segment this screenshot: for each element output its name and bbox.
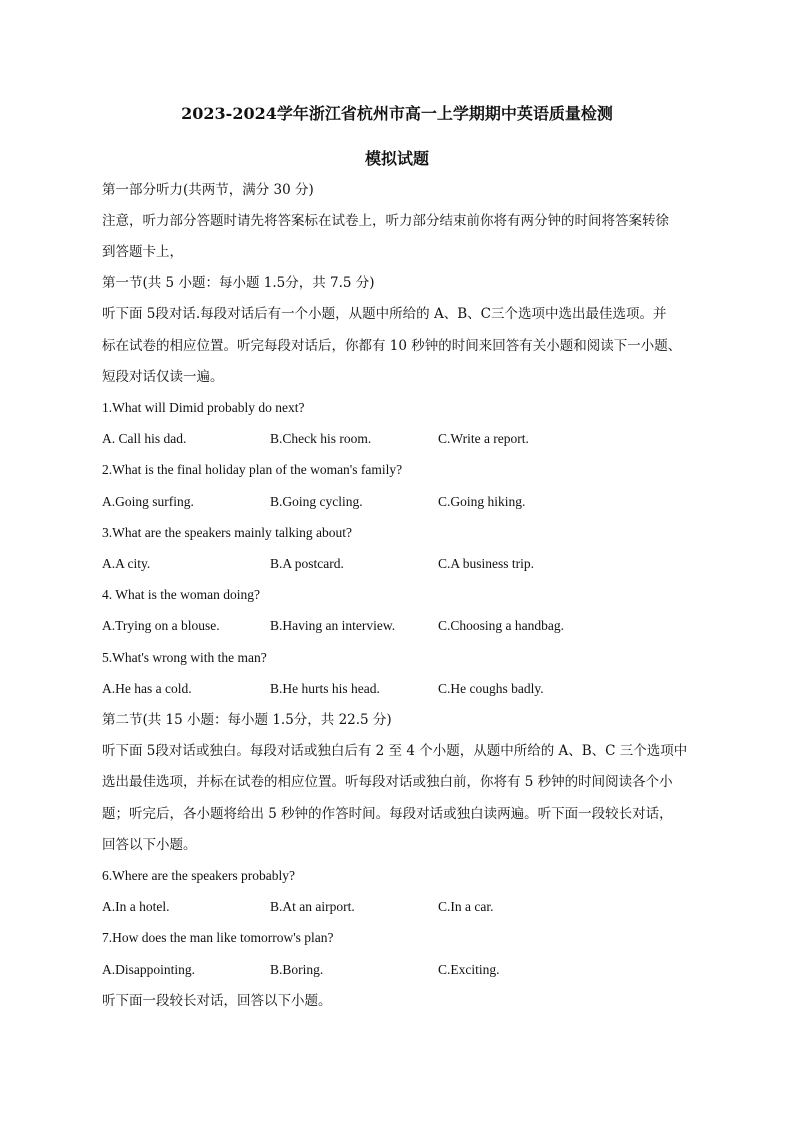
exam-subtitle: 模拟试题 bbox=[364, 149, 429, 168]
question-5-option-a: A.He has a cold. bbox=[102, 681, 192, 696]
question-4-option-a: A.Trying on a blouse. bbox=[102, 618, 220, 633]
question-3-option-a: A.A city. bbox=[102, 556, 151, 571]
part1-notice-line1: 注意，听力部分答题时请先将答案标在试卷上，听力部分结束前你将有两分钟的时间将答案转徐 bbox=[102, 213, 669, 229]
section2-instruction-line2: 选出最佳选项，并标在试卷的相应位置。听每段对话或独白前，你将有 5 秒钟的时间阅读各个小 bbox=[102, 774, 673, 790]
question-3-option-c: C.A business trip. bbox=[438, 556, 535, 571]
question-2-option-c: C.Going hiking. bbox=[438, 494, 526, 509]
question-1-option-b: B.Check his room. bbox=[270, 431, 372, 446]
section1-instruction-line3: 短段对话仅读一遍。 bbox=[102, 369, 224, 385]
section1-instruction-line2: 标在试卷的相应位置。听完每段对话后，你都有 10 秒钟的时间来回答有关小题和阅读下一小题、 bbox=[102, 338, 682, 354]
section2-instruction-line3: 题；听完后，各小题将给出 5 秒钟的作答时间。每段对话或独白读两遍。听下面一段较长对话， bbox=[102, 806, 673, 822]
part1-heading: 第一部分听力(共两节，满分 30 分) bbox=[102, 182, 314, 198]
question-7-option-b: B.Boring. bbox=[270, 962, 324, 977]
question-6-option-b: B.At an airport. bbox=[270, 899, 355, 914]
question-7-text: 7.How does the man like tomorrow's plan? bbox=[102, 930, 334, 945]
question-4-option-b: B.Having an interview. bbox=[270, 618, 396, 633]
question-5-text: 5.What's wrong with the man? bbox=[102, 650, 267, 665]
question-5-option-c: C.He coughs badly. bbox=[438, 681, 544, 696]
question-6-option-a: A.In a hotel. bbox=[102, 899, 170, 914]
question-1-option-c: C.Write a report. bbox=[438, 431, 529, 446]
question-6-option-c: C.In a car. bbox=[438, 899, 494, 914]
question-4-option-c: C.Choosing a handbag. bbox=[438, 618, 564, 633]
question-7-option-a: A.Disappointing. bbox=[102, 962, 195, 977]
question-1-text: 1.What will Dimid probably do next? bbox=[102, 400, 305, 415]
part1-notice-line2: 到答题卡上， bbox=[102, 244, 183, 260]
question-5-option-b: B.He hurts his head. bbox=[270, 681, 380, 696]
question-7-option-c: C.Exciting. bbox=[438, 962, 500, 977]
section2-instruction-line1: 听下面 5段对话或独白。每段对话或独白后有 2 至 4 个小题，从题中所给的 A、B、C 三个选项中 bbox=[102, 743, 688, 759]
question-1-option-a: A. Call his dad. bbox=[102, 431, 187, 446]
section1-instruction-line1: 听下面 5段对话.每段对话后有一个小题，从题中所给的 A、B、C三个选项中选出最佳选项。并 bbox=[102, 306, 667, 322]
section1-heading: 第一节(共 5 小题：每小题 1.5分，共 7.5 分) bbox=[102, 275, 375, 291]
question-3-option-b: B.A postcard. bbox=[270, 556, 344, 571]
question-2-option-b: B.Going cycling. bbox=[270, 494, 363, 509]
section2-instruction-line4: 回答以下小题。 bbox=[102, 837, 197, 853]
section2-heading: 第二节(共 15 小题：每小题 1.5分，共 22.5 分) bbox=[102, 712, 392, 728]
exam-title: 2023-2024学年浙江省杭州市高一上学期期中英语质量检测 bbox=[181, 104, 613, 123]
question-2-option-a: A.Going surfing. bbox=[102, 494, 194, 509]
closing-instruction: 听下面一段较长对话，回答以下小题。 bbox=[102, 993, 332, 1009]
question-6-text: 6.Where are the speakers probably? bbox=[102, 868, 296, 883]
question-3-text: 3.What are the speakers mainly talking about? bbox=[102, 525, 353, 540]
question-2-text: 2.What is the final holiday plan of the woman's family? bbox=[102, 462, 403, 477]
question-4-text: 4. What is the woman doing? bbox=[102, 587, 260, 602]
